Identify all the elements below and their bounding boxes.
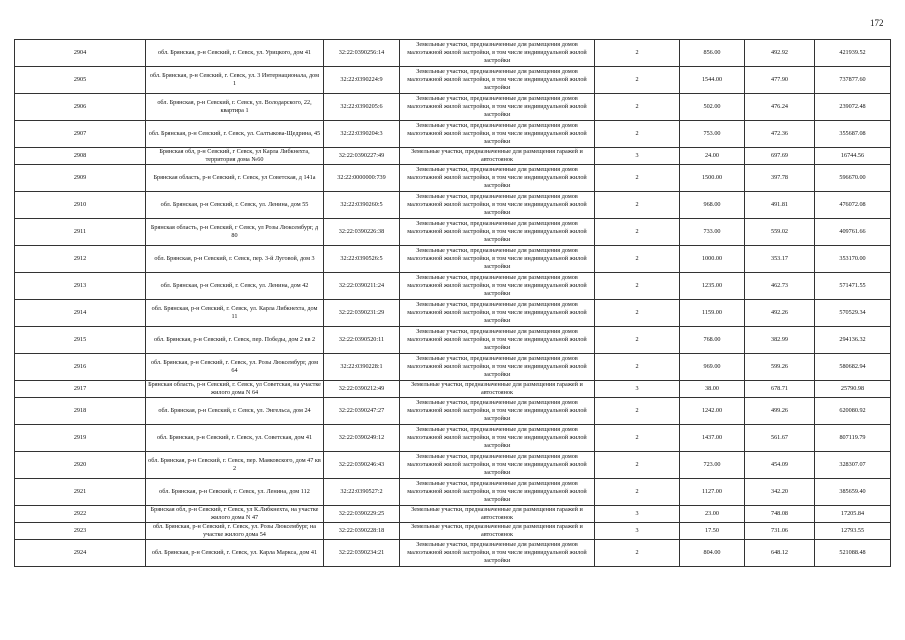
cadastral-number-cell: 32:22:0000000:739 bbox=[324, 165, 400, 192]
cadastral-value-cell: 620080.92 bbox=[815, 398, 891, 425]
table-row bbox=[15, 506, 891, 523]
table-row bbox=[15, 273, 891, 300]
row-number: 2905 bbox=[15, 67, 146, 94]
row-number: 2906 bbox=[15, 94, 146, 121]
address-cell: обл. Брянская, р-н Севский, г. Севск, ул. Карла Либкнехта, дом 11 bbox=[146, 300, 324, 327]
group-cell: 2 bbox=[595, 300, 680, 327]
area-cell: 1544.00 bbox=[680, 67, 745, 94]
specific-value-cell: 353.17 bbox=[745, 246, 815, 273]
cadastral-value-cell: 355687.08 bbox=[815, 121, 891, 148]
address-cell: обл. Брянская, р-н Севский, г. Севск, ул. Салтыкова-Щедрина, 45 bbox=[146, 121, 324, 148]
cadastral-value-cell: 807119.79 bbox=[815, 425, 891, 452]
cadastral-number-cell: 32:22:0390526:5 bbox=[324, 246, 400, 273]
table-row bbox=[15, 381, 891, 398]
specific-value-cell: 599.26 bbox=[745, 354, 815, 381]
table-row bbox=[15, 479, 891, 506]
cadastral-number-cell: 32:22:0390204:3 bbox=[324, 121, 400, 148]
cadastral-number-cell: 32:22:0390226:38 bbox=[324, 219, 400, 246]
cadastral-value-table bbox=[14, 39, 891, 567]
table-row bbox=[15, 452, 891, 479]
land-use-cell: Земельные участки, предназначенные для размещения домов малоэтажной жилой застройки, в том числе индивидуальной жилой застройки bbox=[400, 540, 595, 567]
area-cell: 1000.00 bbox=[680, 246, 745, 273]
specific-value-cell: 454.09 bbox=[745, 452, 815, 479]
table-row bbox=[15, 219, 891, 246]
cadastral-value-cell: 239072.48 bbox=[815, 94, 891, 121]
specific-value-cell: 648.12 bbox=[745, 540, 815, 567]
row-number: 2919 bbox=[15, 425, 146, 452]
cadastral-value-cell: 409761.66 bbox=[815, 219, 891, 246]
cadastral-value-cell: 385659.40 bbox=[815, 479, 891, 506]
address-cell: обл. Брянская, р-н Севский, г. Севск, ул. Розы Люксембург, на участке жилого дома 54 bbox=[146, 523, 324, 540]
table-row bbox=[15, 523, 891, 540]
table-row bbox=[15, 67, 891, 94]
area-cell: 723.00 bbox=[680, 452, 745, 479]
table-row bbox=[15, 540, 891, 567]
address-cell: Брянская область, р-н Севский, г. Севск, ул Советская, на участке жилого дома N 64 bbox=[146, 381, 324, 398]
land-use-cell: Земельные участки, предназначенные для размещения домов малоэтажной жилой застройки, в том числе индивидуальной жилой застройки bbox=[400, 354, 595, 381]
cadastral-value-cell: 328307.07 bbox=[815, 452, 891, 479]
address-cell: обл. Брянская, р-н Севский, г. Севск, ул. Ленина, дом 55 bbox=[146, 192, 324, 219]
land-use-cell: Земельные участки, предназначенные для размещения домов малоэтажной жилой застройки, в том числе индивидуальной жилой застройки bbox=[400, 219, 595, 246]
area-cell: 17.50 bbox=[680, 523, 745, 540]
area-cell: 968.00 bbox=[680, 192, 745, 219]
cadastral-number-cell: 32:22:0390228:1 bbox=[324, 354, 400, 381]
table-row bbox=[15, 94, 891, 121]
area-cell: 804.00 bbox=[680, 540, 745, 567]
area-cell: 753.00 bbox=[680, 121, 745, 148]
group-cell: 2 bbox=[595, 273, 680, 300]
cadastral-value-cell: 17205.84 bbox=[815, 506, 891, 523]
area-cell: 969.00 bbox=[680, 354, 745, 381]
land-use-cell: Земельные участки, предназначенные для размещения домов малоэтажной жилой застройки, в том числе индивидуальной жилой застройки bbox=[400, 452, 595, 479]
address-cell: обл. Брянская, р-н Севский, г. Севск, пер. 3-й Луговой, дом 3 bbox=[146, 246, 324, 273]
area-cell: 23.00 bbox=[680, 506, 745, 523]
cadastral-value-cell: 12793.55 bbox=[815, 523, 891, 540]
table-row bbox=[15, 148, 891, 165]
cadastral-value-cell: 421939.52 bbox=[815, 40, 891, 67]
row-number: 2907 bbox=[15, 121, 146, 148]
cadastral-number-cell: 32:22:0390247:27 bbox=[324, 398, 400, 425]
address-cell: обл. Брянская, р-н Севский, г. Севск, ул. Ленина, дом 42 bbox=[146, 273, 324, 300]
land-use-cell: Земельные участки, предназначенные для размещения гаражей и автостоянок bbox=[400, 506, 595, 523]
cadastral-value-cell: 596670.00 bbox=[815, 165, 891, 192]
row-number: 2917 bbox=[15, 381, 146, 398]
table-row bbox=[15, 425, 891, 452]
group-cell: 2 bbox=[595, 354, 680, 381]
table-row bbox=[15, 192, 891, 219]
land-use-cell: Земельные участки, предназначенные для размещения домов малоэтажной жилой застройки, в том числе индивидуальной жилой застройки bbox=[400, 165, 595, 192]
land-use-cell: Земельные участки, предназначенные для размещения домов малоэтажной жилой застройки, в том числе индивидуальной жилой застройки bbox=[400, 94, 595, 121]
specific-value-cell: 499.26 bbox=[745, 398, 815, 425]
cadastral-value-cell: 571471.55 bbox=[815, 273, 891, 300]
cadastral-value-cell: 25790.98 bbox=[815, 381, 891, 398]
cadastral-number-cell: 32:22:0390231:29 bbox=[324, 300, 400, 327]
address-cell: обл. Брянская, р-н Севский, г. Севск, пер. Победы, дом 2 кв 2 bbox=[146, 327, 324, 354]
cadastral-value-cell: 476072.08 bbox=[815, 192, 891, 219]
row-number: 2908 bbox=[15, 148, 146, 165]
land-use-cell: Земельные участки, предназначенные для размещения домов малоэтажной жилой застройки, в том числе индивидуальной жилой застройки bbox=[400, 246, 595, 273]
group-cell: 2 bbox=[595, 327, 680, 354]
table-row bbox=[15, 246, 891, 273]
table-body bbox=[15, 40, 891, 567]
cadastral-number-cell: 32:22:0390212:49 bbox=[324, 381, 400, 398]
group-cell: 2 bbox=[595, 452, 680, 479]
row-number: 2916 bbox=[15, 354, 146, 381]
group-cell: 2 bbox=[595, 479, 680, 506]
land-use-cell: Земельные участки, предназначенные для размещения домов малоэтажной жилой застройки, в том числе индивидуальной жилой застройки bbox=[400, 40, 595, 67]
specific-value-cell: 492.26 bbox=[745, 300, 815, 327]
table-row bbox=[15, 121, 891, 148]
row-number: 2924 bbox=[15, 540, 146, 567]
specific-value-cell: 731.06 bbox=[745, 523, 815, 540]
table-row bbox=[15, 354, 891, 381]
specific-value-cell: 462.73 bbox=[745, 273, 815, 300]
group-cell: 2 bbox=[595, 94, 680, 121]
specific-value-cell: 382.99 bbox=[745, 327, 815, 354]
cadastral-number-cell: 32:22:0390256:14 bbox=[324, 40, 400, 67]
land-use-cell: Земельные участки, предназначенные для размещения домов малоэтажной жилой застройки, в том числе индивидуальной жилой застройки bbox=[400, 67, 595, 94]
group-cell: 2 bbox=[595, 165, 680, 192]
address-cell: обл. Брянская, р-н Севский, г. Севск, ул. 3 Интернационала, дом 1 bbox=[146, 67, 324, 94]
cadastral-value-cell: 294136.32 bbox=[815, 327, 891, 354]
cadastral-number-cell: 32:22:0390224:9 bbox=[324, 67, 400, 94]
cadastral-value-cell: 737877.60 bbox=[815, 67, 891, 94]
cadastral-number-cell: 32:22:0390260:5 bbox=[324, 192, 400, 219]
cadastral-number-cell: 32:22:0390228:18 bbox=[324, 523, 400, 540]
row-number: 2920 bbox=[15, 452, 146, 479]
specific-value-cell: 697.69 bbox=[745, 148, 815, 165]
group-cell: 2 bbox=[595, 398, 680, 425]
address-cell: обл. Брянская, р-н Севский, г. Севск, ул. Володарского, 22, квартира 1 bbox=[146, 94, 324, 121]
land-use-cell: Земельные участки, предназначенные для размещения гаражей и автостоянок bbox=[400, 523, 595, 540]
row-number: 2913 bbox=[15, 273, 146, 300]
land-use-cell: Земельные участки, предназначенные для размещения гаражей и автостоянок bbox=[400, 381, 595, 398]
area-cell: 1235.00 bbox=[680, 273, 745, 300]
row-number: 2918 bbox=[15, 398, 146, 425]
group-cell: 2 bbox=[595, 540, 680, 567]
address-cell: обл. Брянская, р-н Севский, г. Севск, ул. Карла Маркса, дом 41 bbox=[146, 540, 324, 567]
land-use-cell: Земельные участки, предназначенные для размещения домов малоэтажной жилой застройки, в том числе индивидуальной жилой застройки bbox=[400, 192, 595, 219]
area-cell: 1500.00 bbox=[680, 165, 745, 192]
row-number: 2911 bbox=[15, 219, 146, 246]
cadastral-value-cell: 521088.48 bbox=[815, 540, 891, 567]
group-cell: 2 bbox=[595, 121, 680, 148]
row-number: 2910 bbox=[15, 192, 146, 219]
address-cell: обл. Брянская, р-н Севский, г. Севск, ул. Советская, дом 41 bbox=[146, 425, 324, 452]
specific-value-cell: 476.24 bbox=[745, 94, 815, 121]
cadastral-number-cell: 32:22:0390527:2 bbox=[324, 479, 400, 506]
group-cell: 2 bbox=[595, 192, 680, 219]
land-use-cell: Земельные участки, предназначенные для размещения домов малоэтажной жилой застройки, в том числе индивидуальной жилой застройки bbox=[400, 300, 595, 327]
cadastral-number-cell: 32:22:0390229:25 bbox=[324, 506, 400, 523]
page-number: 172 bbox=[870, 18, 884, 28]
land-use-cell: Земельные участки, предназначенные для размещения домов малоэтажной жилой застройки, в том числе индивидуальной жилой застройки bbox=[400, 425, 595, 452]
cadastral-value-cell: 353170.00 bbox=[815, 246, 891, 273]
address-cell: обл. Брянская, р-н Севский, г. Севск, ул. Ленина, дом 112 bbox=[146, 479, 324, 506]
specific-value-cell: 559.02 bbox=[745, 219, 815, 246]
specific-value-cell: 472.36 bbox=[745, 121, 815, 148]
area-cell: 733.00 bbox=[680, 219, 745, 246]
group-cell: 2 bbox=[595, 67, 680, 94]
area-cell: 856.00 bbox=[680, 40, 745, 67]
cadastral-number-cell: 32:22:0390234:21 bbox=[324, 540, 400, 567]
cadastral-number-cell: 32:22:0390227:49 bbox=[324, 148, 400, 165]
cadastral-number-cell: 32:22:0390205:6 bbox=[324, 94, 400, 121]
group-cell: 2 bbox=[595, 246, 680, 273]
cadastral-value-cell: 580682.94 bbox=[815, 354, 891, 381]
row-number: 2914 bbox=[15, 300, 146, 327]
row-number: 2921 bbox=[15, 479, 146, 506]
area-cell: 38.00 bbox=[680, 381, 745, 398]
group-cell: 2 bbox=[595, 219, 680, 246]
table-row bbox=[15, 165, 891, 192]
area-cell: 24.00 bbox=[680, 148, 745, 165]
area-cell: 1127.00 bbox=[680, 479, 745, 506]
group-cell: 3 bbox=[595, 523, 680, 540]
cadastral-number-cell: 32:22:0390211:24 bbox=[324, 273, 400, 300]
address-cell: Брянская область, р-н Севский, г. Севск, ул Советская, д 141а bbox=[146, 165, 324, 192]
cadastral-number-cell: 32:22:0390246:43 bbox=[324, 452, 400, 479]
address-cell: обл. Брянская, р-н Севский, г. Севск, пер. Маяковского, дом 47 кв 2 bbox=[146, 452, 324, 479]
area-cell: 1159.00 bbox=[680, 300, 745, 327]
cadastral-value-cell: 570529.34 bbox=[815, 300, 891, 327]
specific-value-cell: 491.81 bbox=[745, 192, 815, 219]
table-row bbox=[15, 300, 891, 327]
land-use-cell: Земельные участки, предназначенные для размещения домов малоэтажной жилой застройки, в том числе индивидуальной жилой застройки bbox=[400, 327, 595, 354]
row-number: 2923 bbox=[15, 523, 146, 540]
area-cell: 1242.00 bbox=[680, 398, 745, 425]
address-cell: обл. Брянская, р-н Севский, г. Севск, ул. Розы Люксембург, дом 64 bbox=[146, 354, 324, 381]
address-cell: обл. Брянская, р-н Севский, г. Севск, ул. Энгельса, дом 24 bbox=[146, 398, 324, 425]
row-number: 2915 bbox=[15, 327, 146, 354]
area-cell: 768.00 bbox=[680, 327, 745, 354]
row-number: 2912 bbox=[15, 246, 146, 273]
address-cell: Брянская обл, р-н Севский, г Севск, ул Карла Либкнехта, территория дома №60 bbox=[146, 148, 324, 165]
table-row bbox=[15, 327, 891, 354]
row-number: 2904 bbox=[15, 40, 146, 67]
table-row bbox=[15, 398, 891, 425]
land-use-cell: Земельные участки, предназначенные для размещения гаражей и автостоянок bbox=[400, 148, 595, 165]
group-cell: 3 bbox=[595, 381, 680, 398]
address-cell: обл. Брянская, р-н Севский, г. Севск, ул. Урицкого, дом 41 bbox=[146, 40, 324, 67]
address-cell: Брянская обл, р-н Севский, г Севск, ул К.Либкнехта, на участке жилого дома N 47 bbox=[146, 506, 324, 523]
cadastral-number-cell: 32:22:0390520:11 bbox=[324, 327, 400, 354]
cadastral-value-cell: 16744.56 bbox=[815, 148, 891, 165]
land-use-cell: Земельные участки, предназначенные для размещения домов малоэтажной жилой застройки, в том числе индивидуальной жилой застройки bbox=[400, 398, 595, 425]
land-use-cell: Земельные участки, предназначенные для размещения домов малоэтажной жилой застройки, в том числе индивидуальной жилой застройки bbox=[400, 479, 595, 506]
specific-value-cell: 561.67 bbox=[745, 425, 815, 452]
address-cell: Брянская область, р-н Севский, г Севск, ул Розы Люксембург, д 80 bbox=[146, 219, 324, 246]
specific-value-cell: 477.90 bbox=[745, 67, 815, 94]
land-use-cell: Земельные участки, предназначенные для размещения домов малоэтажной жилой застройки, в том числе индивидуальной жилой застройки bbox=[400, 273, 595, 300]
area-cell: 502.00 bbox=[680, 94, 745, 121]
group-cell: 2 bbox=[595, 40, 680, 67]
cadastral-number-cell: 32:22:0390249:12 bbox=[324, 425, 400, 452]
table-row bbox=[15, 40, 891, 67]
specific-value-cell: 678.71 bbox=[745, 381, 815, 398]
group-cell: 3 bbox=[595, 506, 680, 523]
area-cell: 1437.00 bbox=[680, 425, 745, 452]
row-number: 2909 bbox=[15, 165, 146, 192]
specific-value-cell: 397.78 bbox=[745, 165, 815, 192]
group-cell: 2 bbox=[595, 425, 680, 452]
group-cell: 3 bbox=[595, 148, 680, 165]
specific-value-cell: 342.20 bbox=[745, 479, 815, 506]
specific-value-cell: 748.08 bbox=[745, 506, 815, 523]
specific-value-cell: 492.92 bbox=[745, 40, 815, 67]
row-number: 2922 bbox=[15, 506, 146, 523]
land-use-cell: Земельные участки, предназначенные для размещения домов малоэтажной жилой застройки, в том числе индивидуальной жилой застройки bbox=[400, 121, 595, 148]
